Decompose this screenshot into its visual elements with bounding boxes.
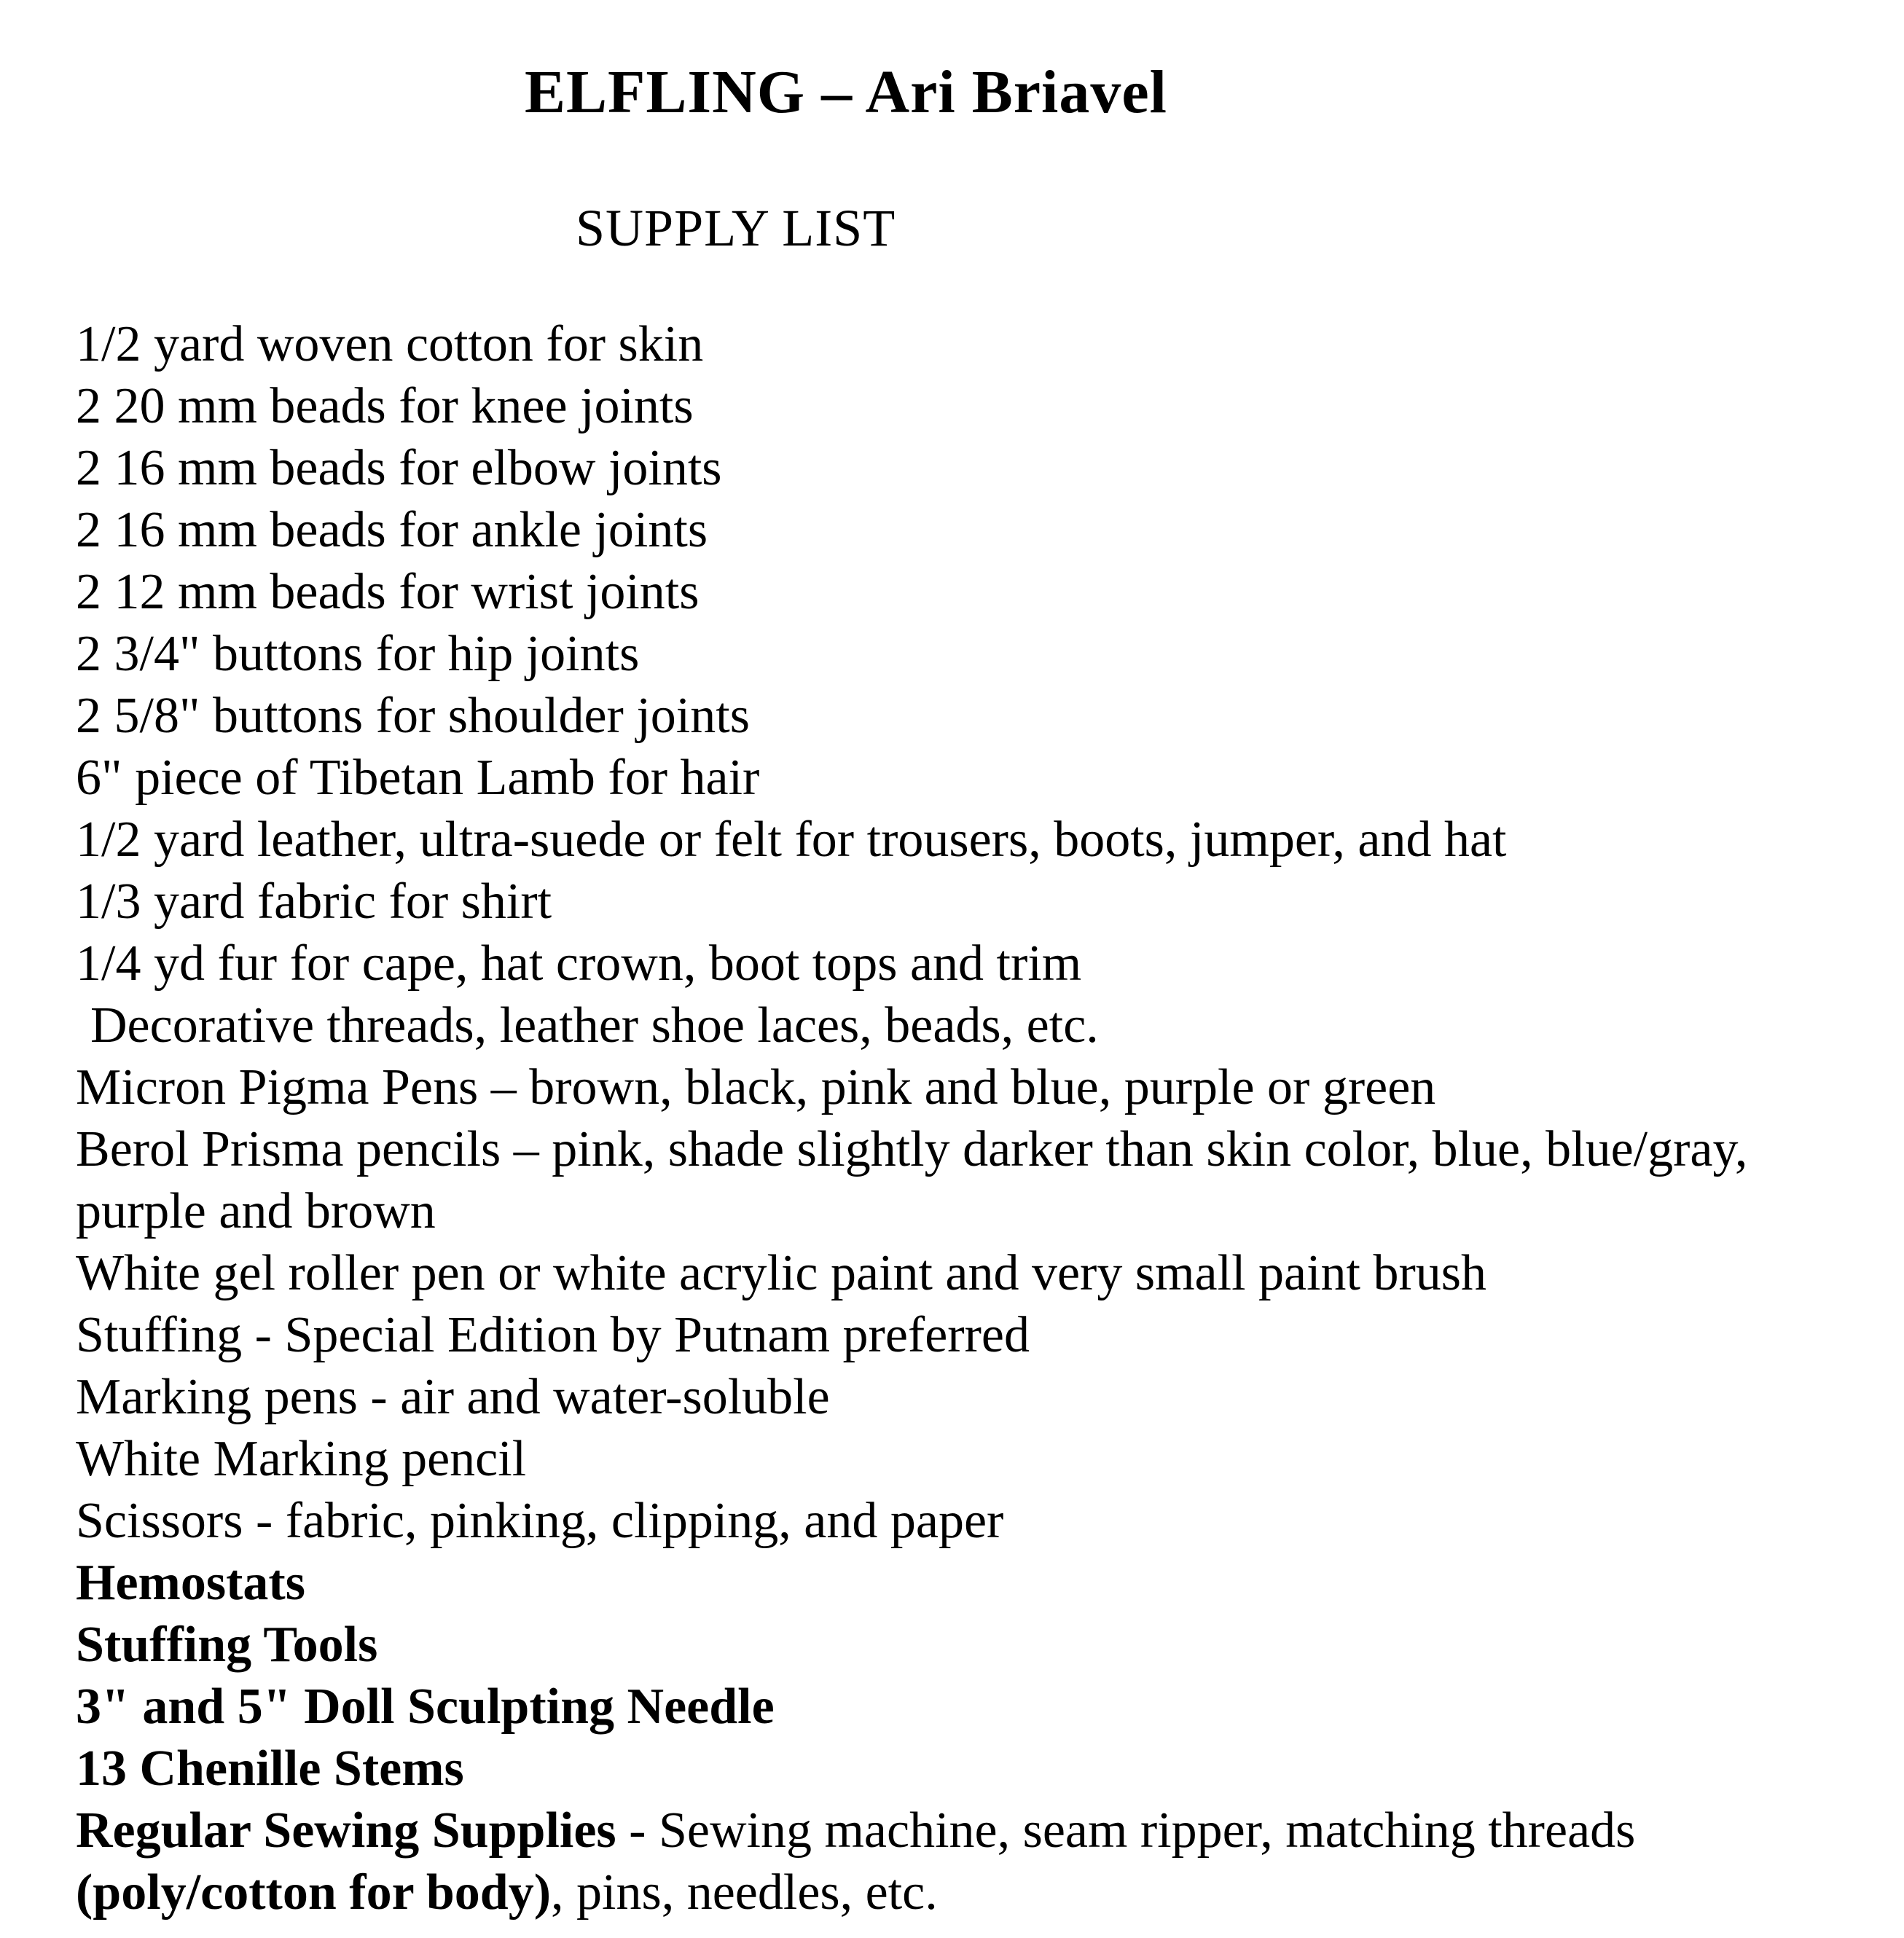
supply-item: Scissors - fabric, pinking, clipping, and paper — [76, 1493, 1004, 1549]
supply-item: Micron Pigma Pens – brown, black, pink and blue, purple or green — [76, 1059, 1436, 1115]
supply-item: 1/2 yard woven cotton for skin — [76, 316, 704, 372]
supply-item: Stuffing - Special Edition by Putnam preferred — [76, 1307, 1030, 1363]
supply-item: White gel roller pen or white acrylic paint and very small paint brush — [76, 1245, 1487, 1301]
supply-item: Berol Prisma pencils – pink, shade slightly darker than skin color, blue, blue/gray, purple and brown — [76, 1121, 1748, 1239]
supply-item: 6" piece of Tibetan Lamb for hair — [76, 750, 760, 806]
supply-item: Decorative threads, leather shoe laces, beads, etc. — [90, 997, 1099, 1054]
supply-item: Stuffing Tools — [76, 1617, 378, 1673]
supply-item-final — [76, 1800, 1883, 1923]
supply-item: Hemostats — [76, 1555, 305, 1611]
final-item-paren: (poly/cotton for body) — [76, 1864, 552, 1921]
supply-item: 1/4 yd fur for cape, hat crown, boot tops and trim — [76, 935, 1082, 992]
final-item-tail: , pins, needles, etc. — [551, 1864, 938, 1921]
supply-item: 13 Chenille Stems — [76, 1741, 464, 1797]
supply-item: 2 12 mm beads for wrist joints — [76, 564, 700, 620]
supply-item: 2 16 mm beads for ankle joints — [76, 502, 708, 558]
supply-item: White Marking pencil — [76, 1431, 527, 1487]
supply-item: 2 5/8" buttons for shoulder joints — [76, 688, 750, 744]
supply-item: 2 16 mm beads for elbow joints — [76, 440, 722, 496]
supply-item: 2 3/4" buttons for hip joints — [76, 626, 640, 682]
final-item-label: Regular Sewing Supplies — [76, 1802, 616, 1859]
supply-item: 3" and 5" Doll Sculpting Needle — [76, 1679, 775, 1735]
supply-item: 1/2 yard leather, ultra-suede or felt for trousers, boots, jumper, and hat — [76, 812, 1507, 868]
final-item-text: - Sewing machine, seam ripper, matching threads — [616, 1802, 1636, 1859]
document-subtitle: SUPPLY LIST — [576, 199, 896, 257]
supply-item: 1/3 yard fabric for shirt — [76, 874, 552, 930]
supply-item: 2 20 mm beads for knee joints — [76, 378, 694, 434]
supply-item: Marking pens - air and water-soluble — [76, 1369, 830, 1425]
supply-list — [76, 313, 1883, 1923]
document-title: ELFLING – Ari Briavel — [525, 58, 1167, 126]
